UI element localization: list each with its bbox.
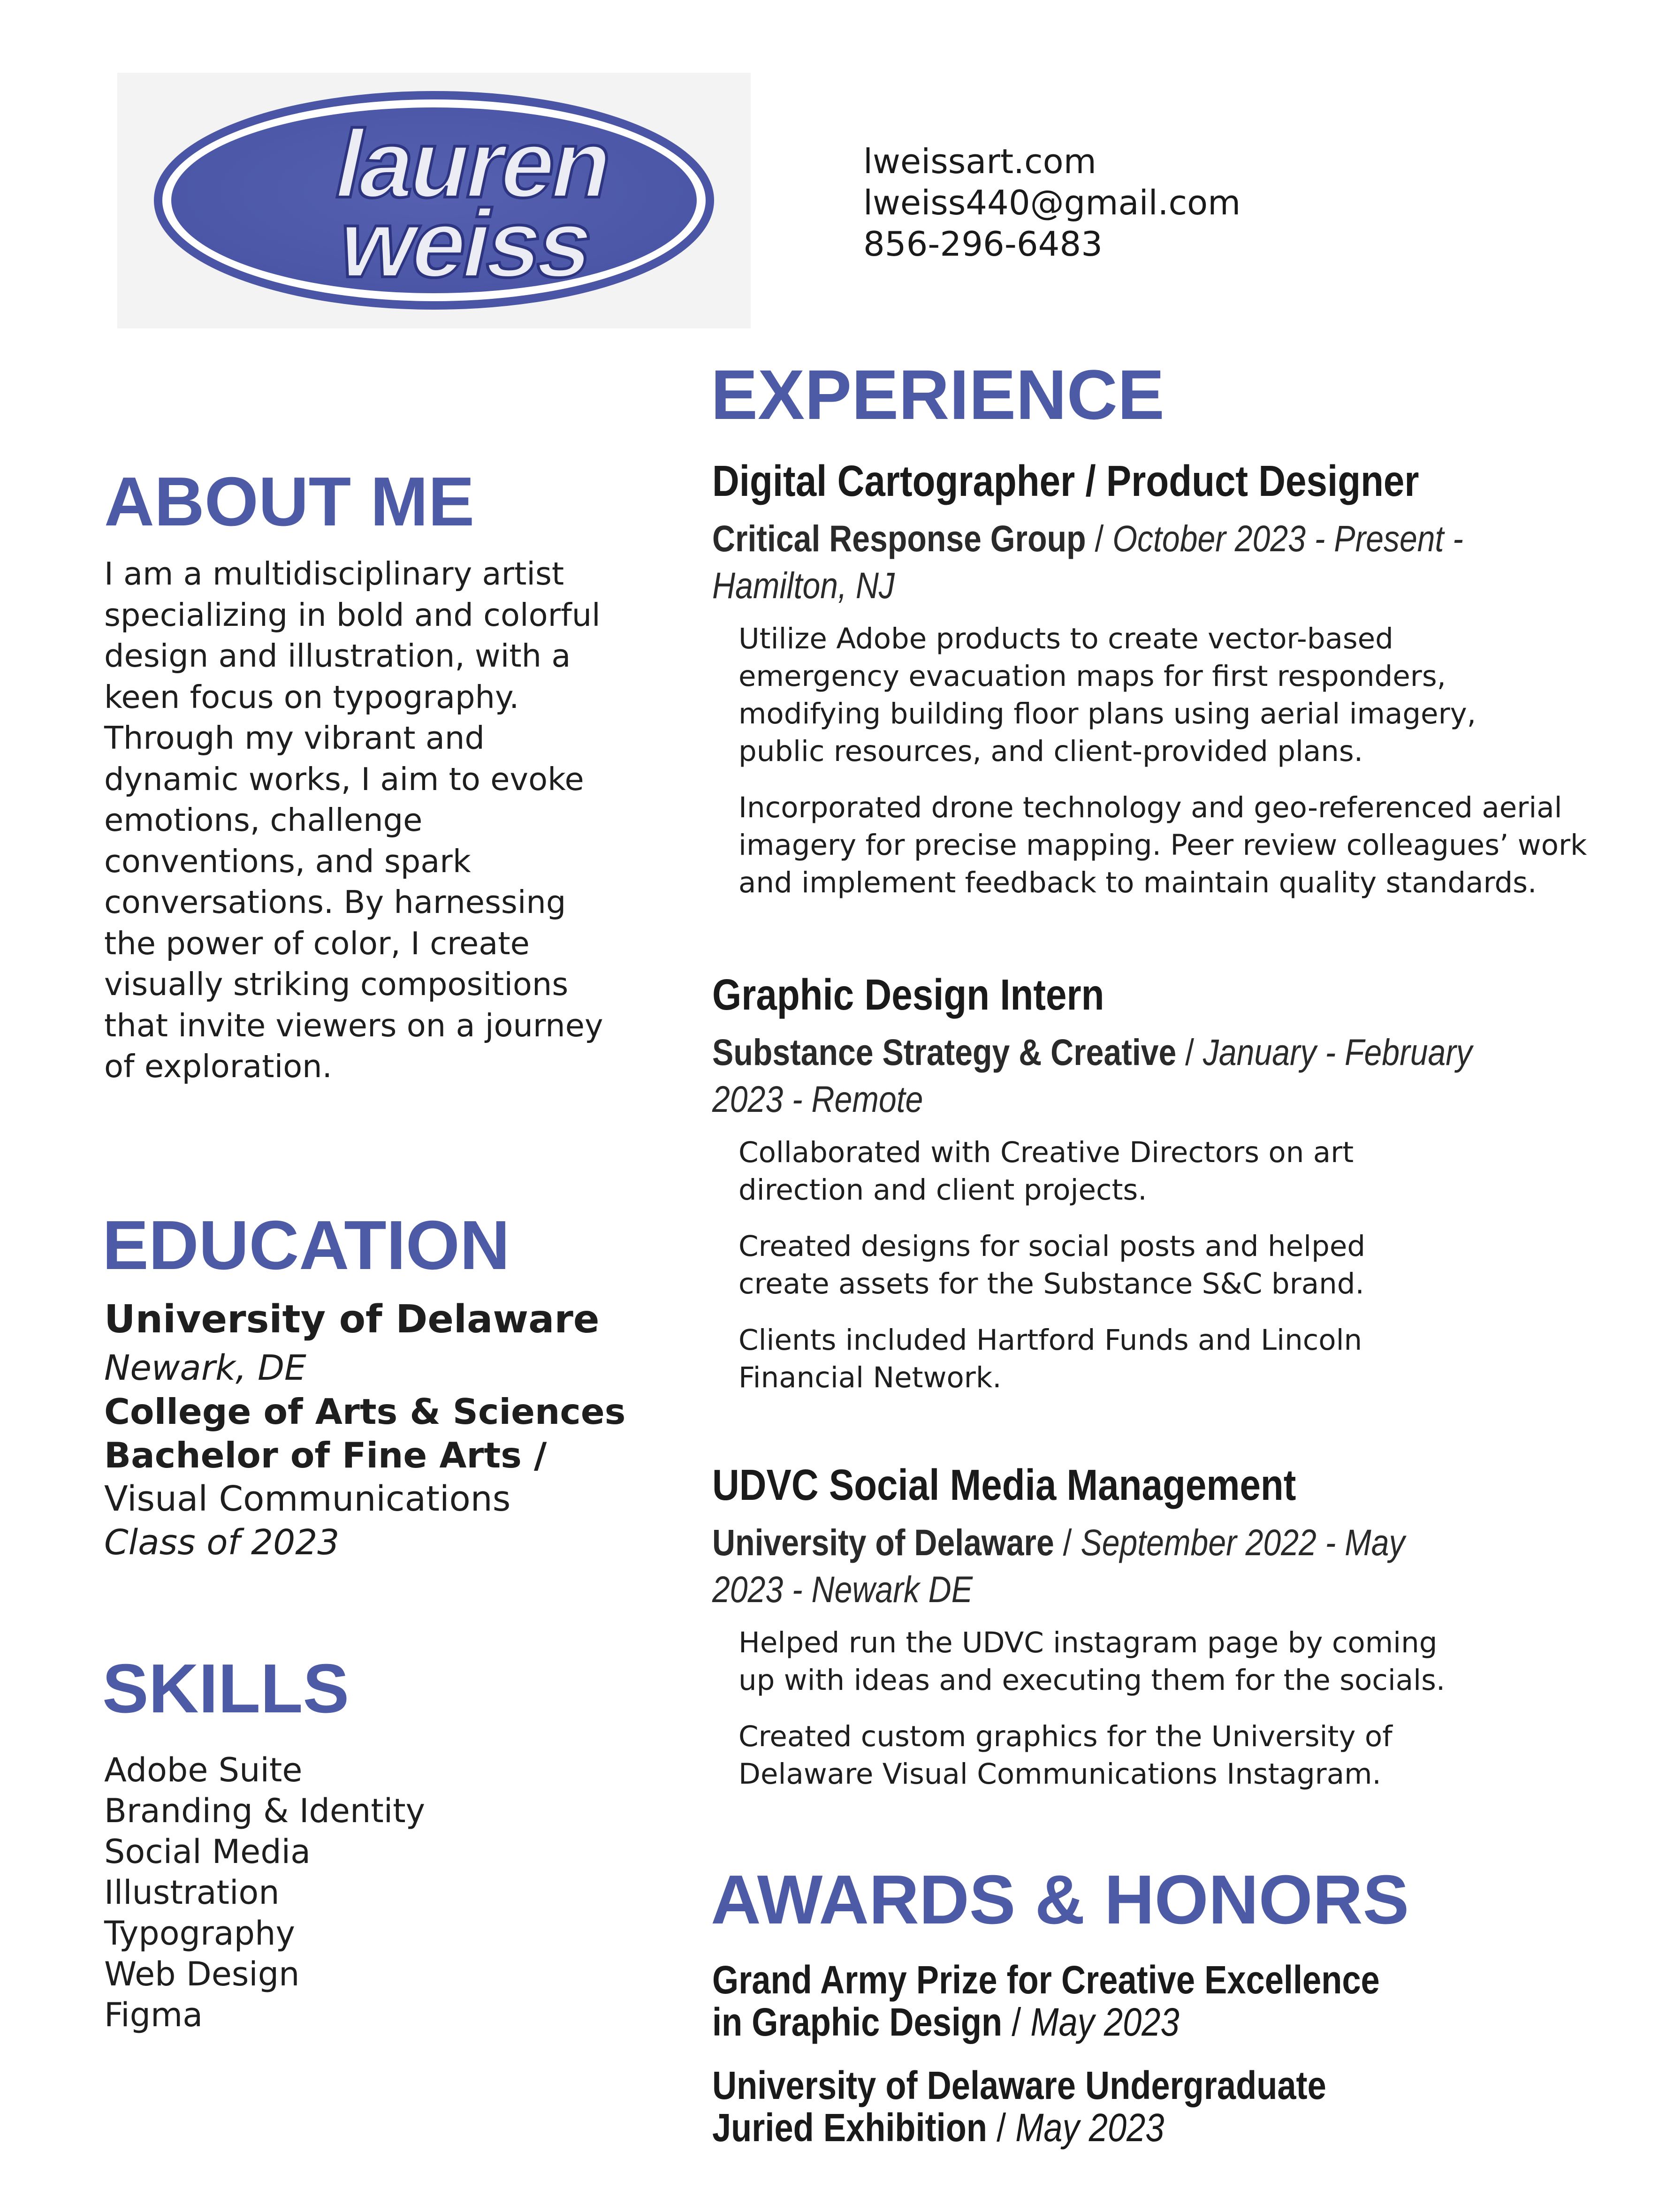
skill-item: Typography bbox=[104, 1914, 295, 1953]
job-meta bbox=[712, 515, 1539, 609]
job-bullet bbox=[738, 789, 1604, 902]
education-class: Class of 2023 bbox=[104, 1522, 340, 1563]
job-bullet bbox=[738, 620, 1604, 770]
job-bullet-line: and implement feedback to maintain quality standards. bbox=[738, 866, 1537, 899]
experience-heading: EXPERIENCE bbox=[711, 355, 1164, 434]
job-bullet bbox=[738, 1134, 1604, 1209]
job-date: October 2023 - Present - bbox=[1112, 517, 1463, 559]
about-text bbox=[104, 554, 634, 1087]
about-line: that invite viewers on a journey bbox=[104, 1007, 603, 1044]
about-line: keen focus on typography. bbox=[104, 678, 519, 715]
job-separator: / bbox=[1054, 1521, 1081, 1563]
education-heading: EDUCATION bbox=[102, 1207, 510, 1284]
job-bullet-line: public resources, and client-provided plans. bbox=[738, 735, 1363, 768]
job-bullet-line: Incorporated drone technology and geo-referenced aerial bbox=[738, 791, 1562, 824]
job-title: UDVC Social Media Management bbox=[712, 1460, 1296, 1509]
job-bullet-line: emergency evacuation maps for first responders, bbox=[738, 660, 1446, 693]
email-link[interactable]: lweiss440@gmail.com bbox=[863, 183, 1241, 222]
logo bbox=[117, 73, 751, 328]
job-separator: / bbox=[1176, 1031, 1203, 1073]
job-bullet-line: direction and client projects. bbox=[738, 1173, 1147, 1207]
education-school: University of Delaware bbox=[104, 1297, 600, 1342]
skill-item: Social Media bbox=[104, 1832, 311, 1871]
award-title: University of Delaware Undergraduate bbox=[712, 2063, 1326, 2107]
job-date: September 2022 - May bbox=[1081, 1521, 1405, 1563]
about-line: the power of color, I create bbox=[104, 925, 530, 962]
job-title: Digital Cartographer / Product Designer bbox=[712, 456, 1419, 505]
skills-heading: SKILLS bbox=[102, 1650, 350, 1727]
education-location: Newark, DE bbox=[104, 1348, 306, 1388]
about-line: design and illustration, with a bbox=[104, 638, 571, 674]
job-bullet-line: Helped run the UDVC instagram page by coming bbox=[738, 1626, 1438, 1659]
job-bullet-line: Created custom graphics for the University of bbox=[738, 1720, 1393, 1753]
job-bullet-line: Clients included Hartford Funds and Lincoln bbox=[738, 1323, 1362, 1357]
job-company: Critical Response Group bbox=[712, 517, 1086, 559]
job-bullets bbox=[738, 1624, 1604, 1793]
job-meta bbox=[712, 1029, 1539, 1123]
skills-list bbox=[104, 1750, 425, 2036]
education-degree: Bachelor of Fine Arts / bbox=[104, 1435, 547, 1476]
skill-item: Illustration bbox=[104, 1873, 280, 1912]
about-line: of exploration. bbox=[104, 1048, 332, 1085]
job-company: University of Delaware bbox=[712, 1521, 1054, 1563]
award-item bbox=[712, 1959, 1380, 2043]
job-bullet bbox=[738, 1718, 1604, 1793]
about-line: emotions, challenge bbox=[104, 802, 423, 838]
logo-text-lauren: lauren bbox=[326, 110, 621, 218]
job-bullet-line: Created designs for social posts and helped bbox=[738, 1230, 1366, 1263]
education-college: College of Arts & Sciences bbox=[104, 1391, 626, 1432]
job-entry bbox=[712, 1459, 1604, 1812]
phone-number[interactable]: 856-296-6483 bbox=[863, 224, 1103, 264]
job-bullet-line: up with ideas and executing them for the socials. bbox=[738, 1664, 1446, 1697]
award-separator: / bbox=[987, 2106, 1016, 2150]
about-line: visually striking compositions bbox=[104, 966, 569, 1003]
about-line: specializing in bold and colorful bbox=[104, 596, 601, 633]
job-bullets bbox=[738, 620, 1604, 902]
job-bullet bbox=[738, 1322, 1604, 1397]
skill-item: Branding & Identity bbox=[104, 1792, 426, 1830]
job-location: 2023 - Newark DE bbox=[712, 1568, 973, 1610]
job-bullet-line: modifying building floor plans using aerial imagery, bbox=[738, 697, 1476, 730]
job-location: 2023 - Remote bbox=[712, 1078, 923, 1120]
award-date: May 2023 bbox=[1030, 2000, 1180, 2044]
award-title-cont: in Graphic Design bbox=[712, 2000, 1003, 2044]
job-entry bbox=[712, 455, 1604, 920]
job-separator: / bbox=[1086, 517, 1113, 559]
skill-item: Web Design bbox=[104, 1955, 300, 1993]
skill-item: Adobe Suite bbox=[104, 1751, 303, 1789]
award-title-cont: Juried Exhibition bbox=[712, 2106, 988, 2150]
job-company: Substance Strategy & Creative bbox=[712, 1031, 1177, 1073]
about-line: conventions, and spark bbox=[104, 843, 471, 880]
logo-text-weiss: weiss bbox=[330, 190, 601, 297]
job-location: Hamilton, NJ bbox=[712, 564, 895, 606]
award-item bbox=[712, 2064, 1326, 2149]
job-entry bbox=[712, 969, 1604, 1415]
job-date: January - February bbox=[1202, 1031, 1472, 1073]
awards-heading: AWARDS & HONORS bbox=[711, 1861, 1409, 1938]
award-separator: / bbox=[1002, 2000, 1031, 2044]
job-bullet-line: imagery for precise mapping. Peer review colleagues’ work bbox=[738, 829, 1587, 862]
job-meta bbox=[712, 1519, 1539, 1613]
about-line: conversations. By harnessing bbox=[104, 884, 566, 920]
contact-info bbox=[863, 141, 1240, 265]
job-bullet-line: Financial Network. bbox=[738, 1361, 1002, 1394]
job-title: Graphic Design Intern bbox=[712, 970, 1104, 1019]
job-bullet bbox=[738, 1624, 1604, 1699]
education-major: Visual Communications bbox=[104, 1479, 511, 1519]
job-bullet-line: Utilize Adobe products to create vector-based bbox=[738, 622, 1393, 655]
award-date: May 2023 bbox=[1015, 2106, 1164, 2150]
job-bullet-line: create assets for the Substance S&C brand. bbox=[738, 1267, 1364, 1300]
education-block bbox=[104, 1292, 625, 1565]
logo-graphic bbox=[117, 73, 751, 328]
award-title: Grand Army Prize for Creative Excellence bbox=[712, 1958, 1380, 2002]
job-bullets bbox=[738, 1134, 1604, 1397]
job-bullet bbox=[738, 1228, 1604, 1303]
about-heading: ABOUT ME bbox=[104, 463, 475, 540]
skill-item: Figma bbox=[104, 1996, 203, 2034]
job-bullet-line: Collaborated with Creative Directors on art bbox=[738, 1136, 1354, 1169]
website-link[interactable]: lweissart.com bbox=[863, 142, 1096, 181]
about-line: I am a multidisciplinary artist bbox=[104, 555, 564, 592]
job-bullet-line: Delaware Visual Communications Instagram. bbox=[738, 1757, 1381, 1791]
about-line: Through my vibrant and bbox=[104, 720, 485, 756]
about-line: dynamic works, I aim to evoke bbox=[104, 760, 584, 798]
